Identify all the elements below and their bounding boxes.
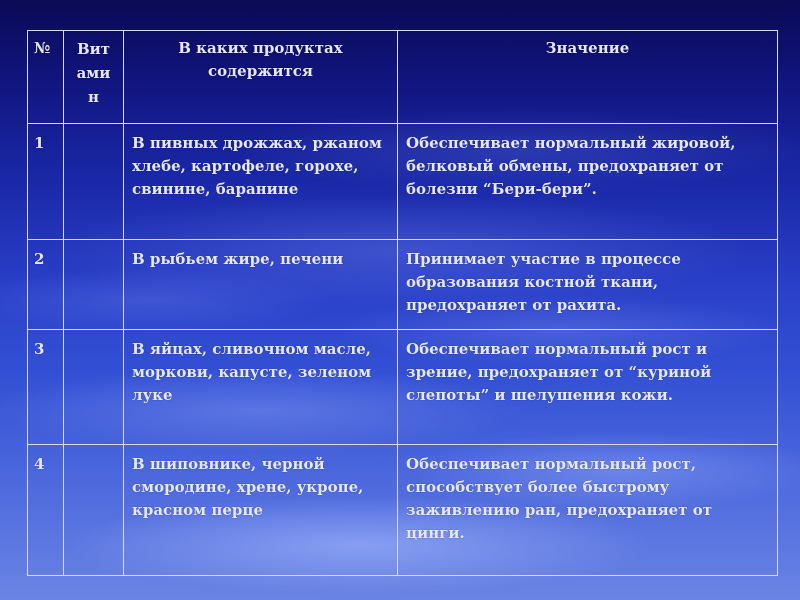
row-number: 2 <box>28 240 64 330</box>
header-products: В каких продуктах содержится <box>124 31 398 124</box>
row-number: 3 <box>28 330 64 445</box>
row-products: В яйцах, сливочном масле, моркови, капусте, зеленом луке <box>124 330 398 445</box>
row-products: В пивных дрожжах, ржаном хлебе, картофеле, горохе, свинине, баранине <box>124 124 398 240</box>
header-vitamin-label: Витамин <box>76 40 111 106</box>
row-number: 4 <box>28 445 64 576</box>
header-meaning: Значение <box>398 31 778 124</box>
table-row <box>28 330 778 445</box>
row-meaning: Принимает участие в процессе образования костной ткани, предохраняет от рахита. <box>398 240 778 330</box>
row-products: В шиповнике, черной смородине, хрене, укропе, красном перце <box>124 445 398 576</box>
row-vitamin <box>64 240 124 330</box>
row-meaning: Обеспечивает нормальный рост и зрение, предохраняет от “куриной слепоты” и шелушения кожи. <box>398 330 778 445</box>
vitamins-table <box>27 30 778 576</box>
row-meaning: Обеспечивает нормальный рост, способствует более быстрому заживлению ран, предохраняет от цинги. <box>398 445 778 576</box>
table-header-row <box>28 31 778 124</box>
row-vitamin <box>64 124 124 240</box>
row-meaning: Обеспечивает нормальный жировой, белковый обмены, предохраняет от болезни “Бери-бери”. <box>398 124 778 240</box>
row-vitamin <box>64 445 124 576</box>
header-vitamin <box>64 31 124 124</box>
row-products: В рыбьем жире, печени <box>124 240 398 330</box>
row-vitamin <box>64 330 124 445</box>
table-row <box>28 240 778 330</box>
table-row <box>28 445 778 576</box>
table-row <box>28 124 778 240</box>
header-number: № <box>28 31 64 124</box>
row-number: 1 <box>28 124 64 240</box>
